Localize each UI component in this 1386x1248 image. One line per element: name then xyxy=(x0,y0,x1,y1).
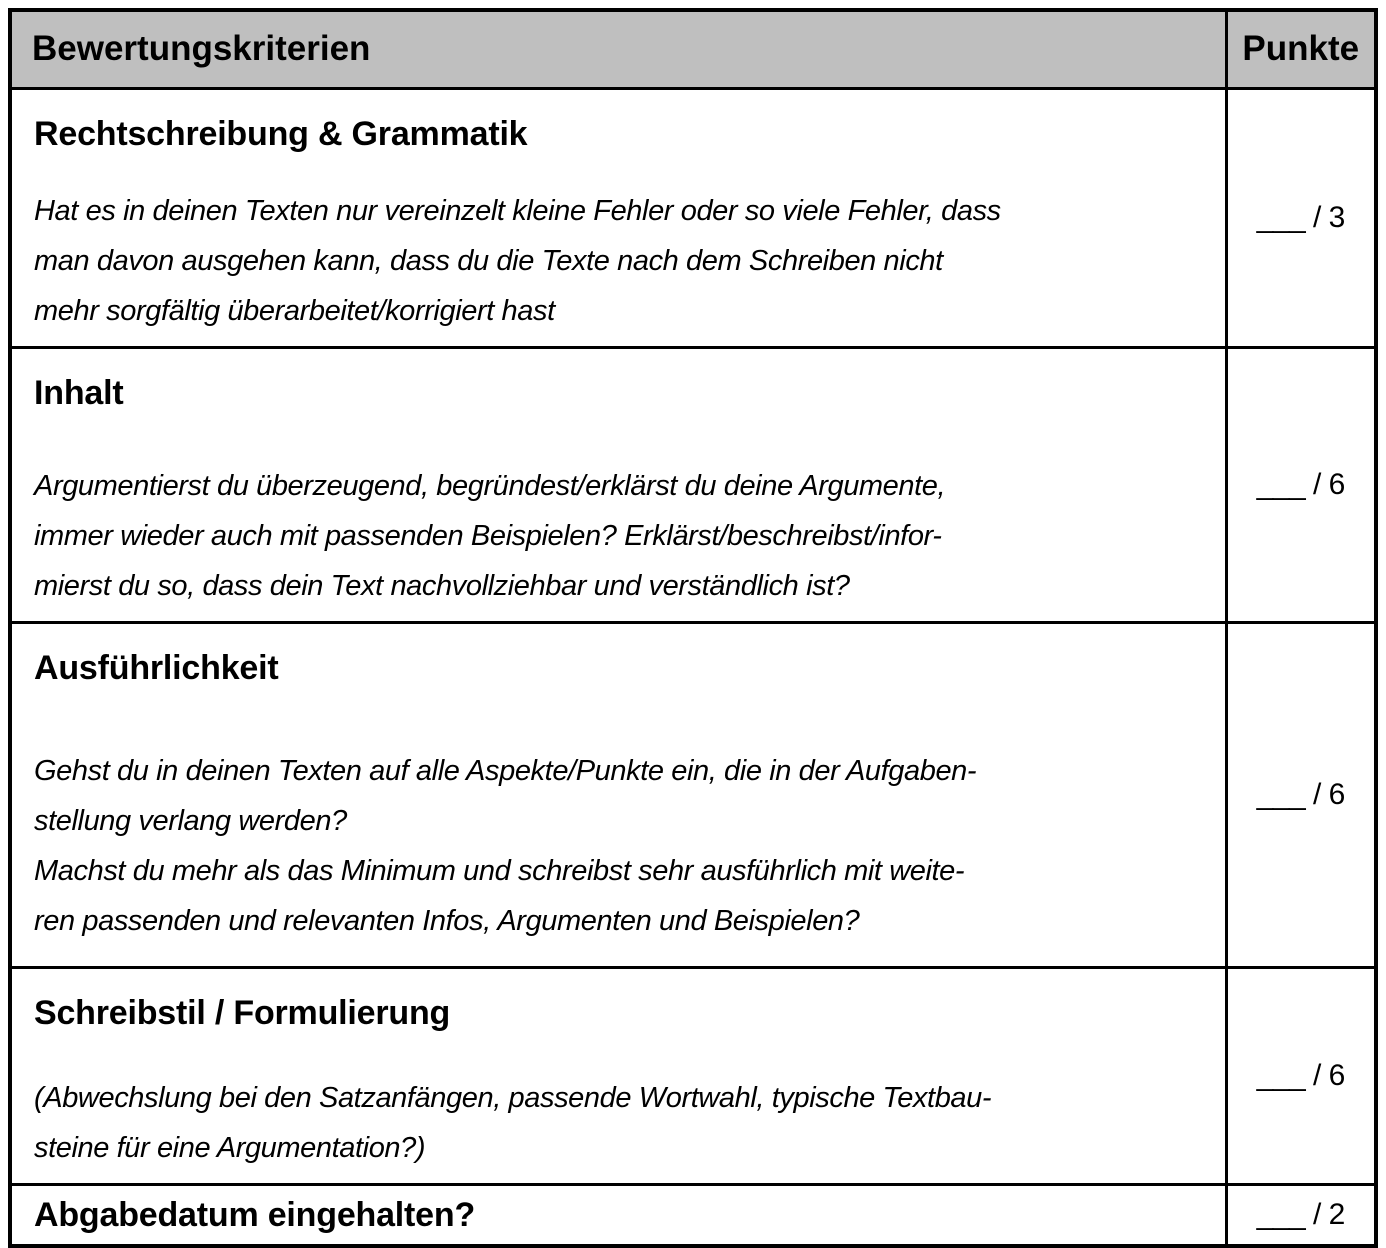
points-value: ___ / 3 xyxy=(1256,200,1345,234)
points-cell xyxy=(1226,88,1376,347)
criterion-title: Inhalt xyxy=(34,373,124,412)
table-row xyxy=(10,88,1376,347)
rubric-table xyxy=(8,8,1378,1248)
points-cell xyxy=(1226,622,1376,967)
criteria-cell xyxy=(10,967,1226,1184)
points-value: ___ / 6 xyxy=(1256,777,1345,811)
points-cell xyxy=(1226,967,1376,1184)
criterion-description: Gehst du in deinen Texten auf alle Aspekte/Punkte ein, die in der Aufgaben- stellung verlang werden? Machst du mehr als das Minimum und schreibst sehr ausführlich mit weite- ren passenden und relevanten Infos, Argumenten und Beispielen? xyxy=(34,754,977,937)
criterion-title: Schreibstil / Formulierung xyxy=(34,993,451,1032)
criterion-description: (Abwechslung bei den Satzanfängen, passende Wortwahl, typische Textbau- steine für eine Argumentation?) xyxy=(34,1081,992,1164)
criterion-title: Abgabedatum eingehalten? xyxy=(34,1195,476,1234)
table-row xyxy=(10,967,1376,1184)
header-points: Punkte xyxy=(1226,10,1376,88)
points-value: ___ / 2 xyxy=(1256,1197,1345,1231)
header-row xyxy=(10,10,1376,88)
points-value: ___ / 6 xyxy=(1256,1058,1345,1092)
header-criteria: Bewertungskriterien xyxy=(10,10,1226,88)
criterion-title: Rechtschreibung & Grammatik xyxy=(34,114,528,153)
table-row xyxy=(10,1184,1376,1246)
points-cell xyxy=(1226,347,1376,622)
table-row xyxy=(10,347,1376,622)
points-value: ___ / 6 xyxy=(1256,467,1345,501)
criteria-cell xyxy=(10,88,1226,347)
points-cell xyxy=(1226,1184,1376,1246)
criteria-cell xyxy=(10,622,1226,967)
criterion-title: Ausführlichkeit xyxy=(34,648,279,687)
criterion-description: Argumentierst du überzeugend, begründest/erklärst du deine Argumente, immer wieder auch mit passenden Beispielen? Erklärst/beschreibst/infor- mierst du so, dass dein Text nachvollziehbar und verständlich ist? xyxy=(34,469,946,602)
table-row xyxy=(10,622,1376,967)
criteria-cell xyxy=(10,347,1226,622)
criterion-description: Hat es in deinen Texten nur vereinzelt kleine Fehler oder so viele Fehler, dass man davon ausgehen kann, dass du die Texte nach dem Schreiben nicht mehr sorgfältig überarbeitet/korrigiert hast xyxy=(34,194,1001,327)
criteria-cell xyxy=(10,1184,1226,1246)
